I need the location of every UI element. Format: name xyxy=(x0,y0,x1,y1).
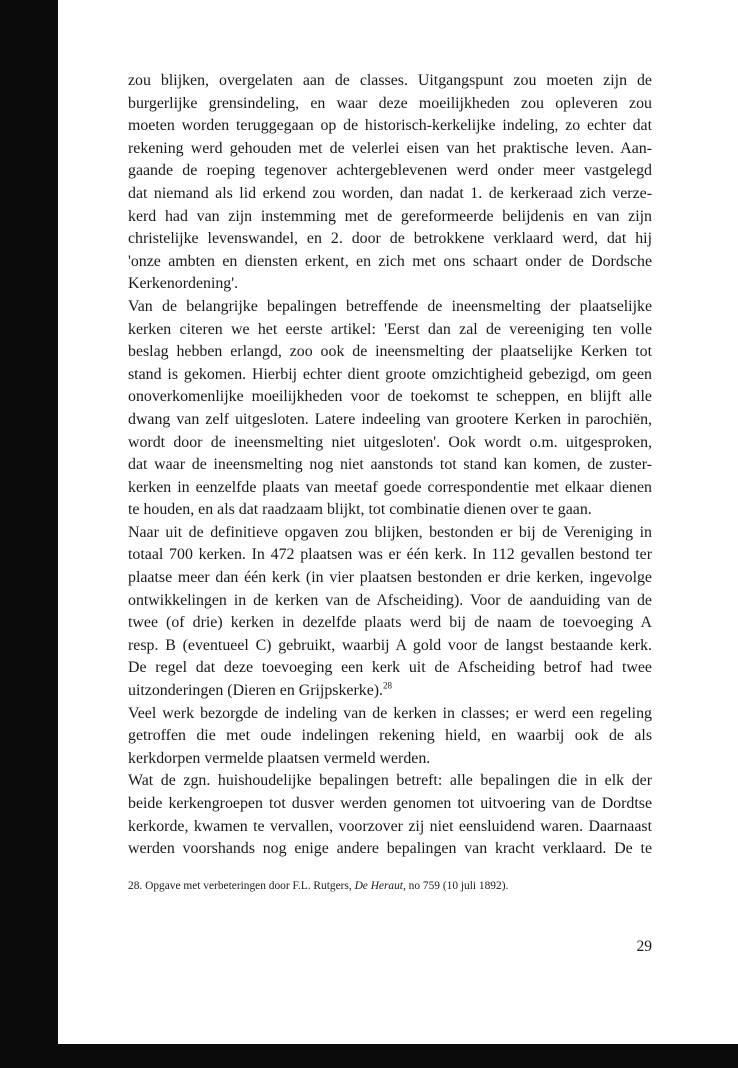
text-line: Wat de zgn. huishoudelijke bepalingen betreft: alle bepalingen die in elk der xyxy=(128,772,652,790)
paragraph-4 xyxy=(128,703,652,771)
text-line: beide kerkengroepen tot dusver werden genomen tot uitvoering van de Dordtse xyxy=(128,795,652,812)
text-line: plaatse meer dan één kerk (in vier plaatsen bestonden er drie kerken, ingevolge xyxy=(128,569,652,587)
text-line: twee (of drie) kerken in dezelfde plaats werd bij de naam de toevoeging A xyxy=(128,614,652,632)
text-line: werden voorshands nog enige andere bepalingen van kracht verklaard. De te xyxy=(128,840,652,858)
text-line: onoverkomenlijke moeilijkheden voor de toekomst te scheppen, en blijft alle xyxy=(128,388,652,406)
footnote-marker[interactable]: 28 xyxy=(383,680,393,691)
scan-left-border xyxy=(0,0,58,1068)
footnote-number: 28. xyxy=(128,880,143,892)
text-line: stand is gekomen. Hierbij echter dient groote omzichtigheid gebezigd, om geen xyxy=(128,365,652,383)
text-line: te houden, en als dat raadzaam blijkt, tot combinatie dienen over te gaan. xyxy=(128,501,592,519)
text-line: dat niemand als lid erkend zou worden, dan nadat 1. de kerkeraad zich verze- xyxy=(128,184,652,202)
text-line: kerken in eenzelfde plaats van meetaf goede correspondentie met elkaar dienen xyxy=(128,478,652,496)
text-line: beslag hebben erlangd, zoo ook de ineensmelting der plaatselijke Kerken tot xyxy=(128,343,652,361)
text-line: dwang van zelf uitgesloten. Latere indeeling van grootere Kerken in parochiën, xyxy=(128,410,652,428)
text-line: kerd had van zijn instemming met de gereformeerde belijdenis en van zijn xyxy=(128,207,652,225)
text-line: Van de belangrijke bepalingen betreffende de ineensmelting der plaatselijke xyxy=(128,297,652,315)
footnote xyxy=(128,878,652,894)
text-line: moeten worden teruggegaan op de historisch-kerkelijke indeling, zo echter dat xyxy=(128,117,652,135)
footnote-text-end: no 759 (10 juli 1892). xyxy=(408,880,509,892)
footnote-text: Opgave met verbeteringen door F.L. Rutgers, xyxy=(145,880,352,892)
text-line xyxy=(128,680,652,703)
text-line: Kerkenordening'. xyxy=(128,275,239,293)
paragraph-1 xyxy=(128,70,652,296)
paragraph-3 xyxy=(128,522,652,703)
text-line: rekening werd gehouden met de velerlei eisen van het praktische leven. Aan- xyxy=(128,139,652,157)
text-line: ontwikkelingen in de kerken van de Afscheiding). Voor de aanduiding van de xyxy=(128,591,652,609)
text-line: kerken citeren we het eerste artikel: 'Eerst dan zal de vereeniging ten volle xyxy=(128,320,652,338)
text-line: gaande de roeping tegenover achtergeblevenen werd onder meer vastgelegd xyxy=(128,162,652,180)
text-line: 'onze ambten en diensten erkent, en zich met ons schaart onder de Dordsche xyxy=(128,252,652,270)
text-line: dat waar de ineensmelting nog niet aanstonds tot stand kan komen, de zuster- xyxy=(128,456,652,474)
text-line: christelijke levenswandel, en 2. door de betrokkene verklaard werd, dat hij xyxy=(128,230,652,248)
text-line: burgerlijke grensindeling, en waar deze moeilijkheden zou opleveren zou xyxy=(128,94,652,112)
text-line: kerkorde, kwamen te vervallen, voorzover zij niet eensluidend waren. Daarnaast xyxy=(128,817,652,835)
text-line: wordt door de ineensmelting niet uitgesloten'. Ook wordt o.m. uitgesproken, xyxy=(128,433,652,451)
page-number: 29 xyxy=(636,938,652,955)
text-line-content: uitzonderingen (Dieren en Grijpskerke). xyxy=(128,682,384,700)
text-line: De regel dat deze toevoeging een kerk uit de Afscheiding betrof had twee xyxy=(128,659,652,677)
paragraph-5 xyxy=(128,770,652,860)
footnote-publication: De Heraut, xyxy=(354,880,406,892)
text-line: Veel werk bezorgde de indeling van de kerken in classes; er werd een regeling xyxy=(128,704,652,722)
text-line: resp. B (eventueel C) gebruikt, waarbij A gold voor de langst bestaande kerk. xyxy=(128,636,652,654)
text-line: getroffen die met oude indelingen rekening hield, en waarbij ook de als xyxy=(128,727,652,745)
body-text xyxy=(128,70,652,861)
paragraph-2 xyxy=(128,296,652,522)
scan-bottom-border xyxy=(0,1044,738,1068)
text-line: zou blijken, overgelaten aan de classes. Uitgangspunt zou moeten zijn de xyxy=(128,72,652,89)
text-line: kerkdorpen vermelde plaatsen vermeld werden. xyxy=(128,749,431,767)
text-line: Naar uit de definitieve opgaven zou blijken, bestonden er bij de Vereniging in xyxy=(128,523,652,541)
text-line: totaal 700 kerken. In 472 plaatsen was er één kerk. In 112 gevallen bestond ter xyxy=(128,546,652,564)
